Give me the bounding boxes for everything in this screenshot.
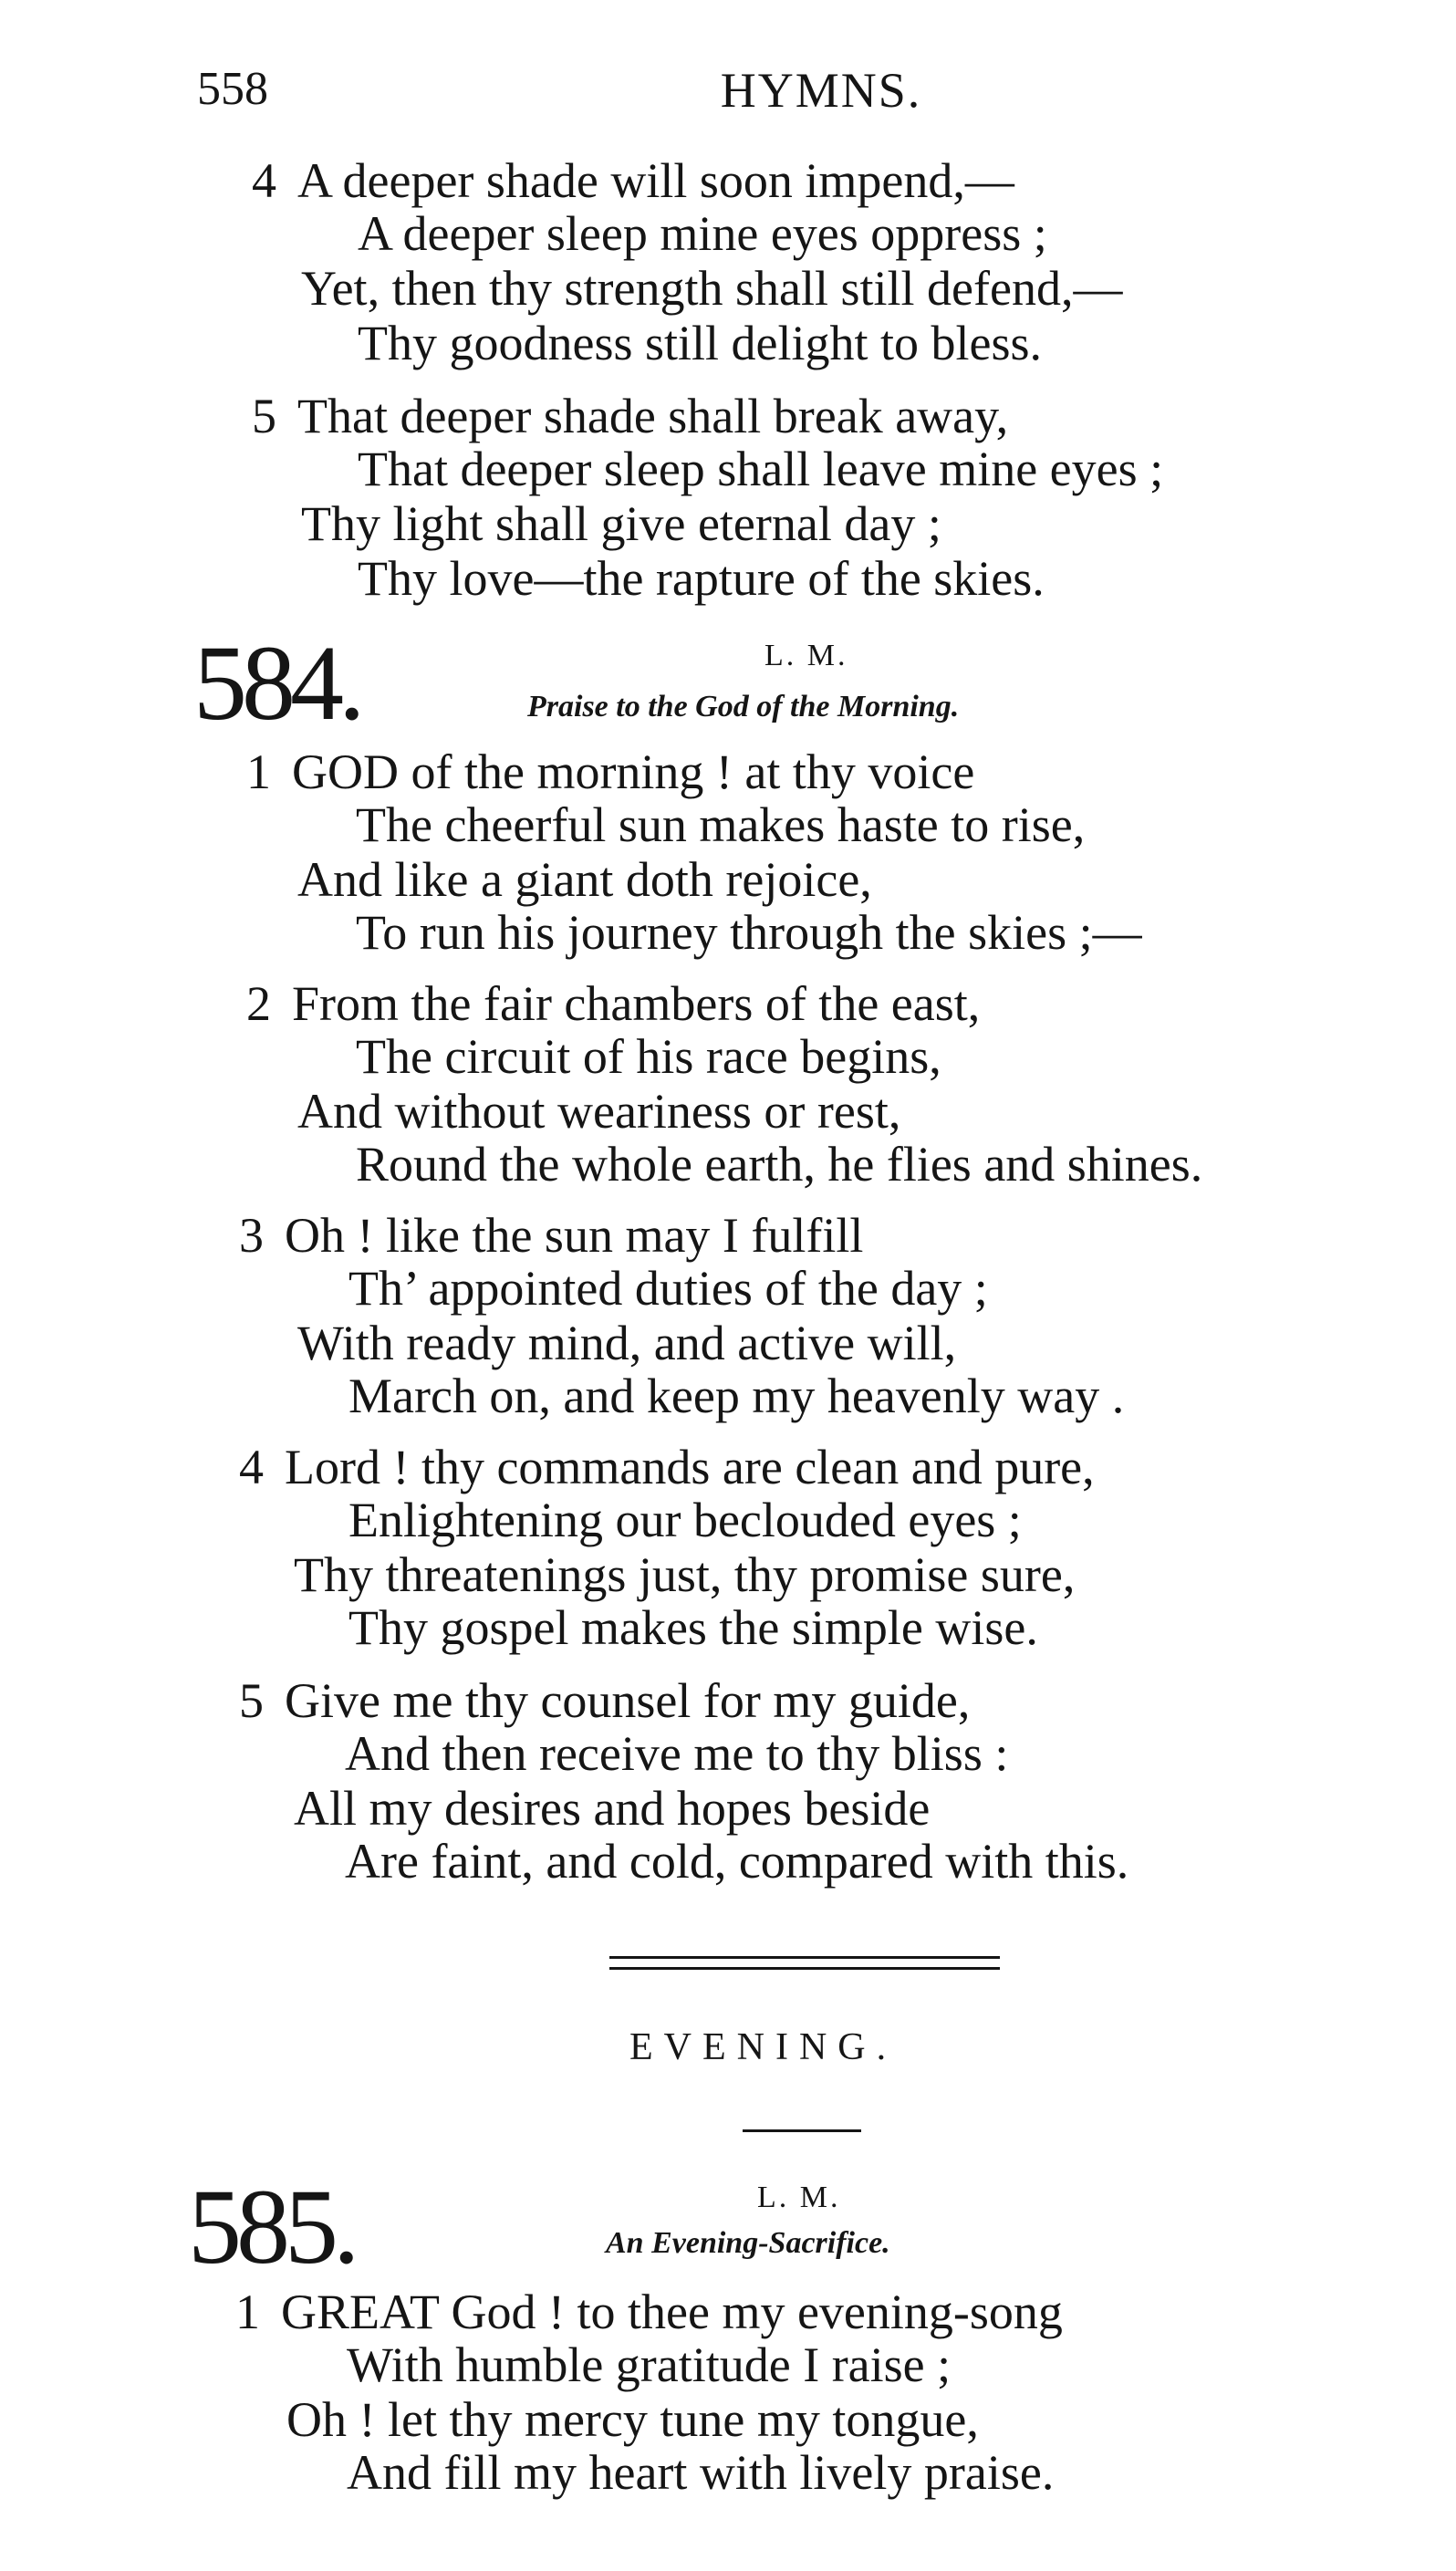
stanza-line: Thy threatenings just, thy promise sure,: [294, 1547, 1076, 1602]
stanza-number: 3: [239, 1208, 264, 1263]
stanza-line: All my desires and hopes beside: [294, 1781, 931, 1836]
stanza-line: With ready mind, and active will,: [297, 1316, 957, 1370]
stanza-number: 1: [235, 2285, 260, 2339]
stanza-line: 4 Lord ! thy commands are clean and pure,: [239, 1440, 1095, 1494]
stanza-line: A deeper sleep mine eyes oppress ;: [358, 206, 1047, 261]
stanza-number: 1: [246, 744, 271, 799]
hymn-meter: L. M.: [764, 639, 848, 672]
stanza-line: Th’ appointed duties of the day ;: [348, 1261, 988, 1316]
stanza-line: That deeper sleep shall leave mine eyes ;: [358, 442, 1164, 496]
stanza-line: 5 Give me thy counsel for my guide,: [239, 1673, 971, 1728]
stanza-line: Enlightening our beclouded eyes ;: [348, 1493, 1022, 1547]
stanza-number: 5: [252, 389, 276, 443]
stanza-line: And then receive me to thy bliss :: [345, 1726, 1009, 1781]
hymn-number: 584.: [193, 623, 360, 743]
stanza-line: 1 GREAT God ! to thee my evening-song: [235, 2285, 1063, 2339]
stanza-line: Yet, then thy strength shall still defend,—: [301, 261, 1123, 316]
stanza-line: And fill my heart with lively praise.: [347, 2445, 1055, 2500]
stanza-number: 5: [239, 1673, 264, 1728]
stanza-line: Thy gospel makes the simple wise.: [348, 1600, 1038, 1655]
hymn-number: 585.: [188, 2167, 355, 2286]
stanza-line: Thy light shall give eternal day ;: [301, 496, 941, 551]
stanza-line: Thy love—the rapture of the skies.: [358, 551, 1045, 606]
section-heading: EVENING.: [629, 2026, 898, 2068]
stanza-line: 1 GOD of the morning ! at thy voice: [246, 744, 975, 799]
hymn-title: An Evening-Sacrifice.: [606, 2226, 890, 2260]
page-header: [0, 55, 1456, 128]
stanza-number: 4: [239, 1440, 264, 1494]
stanza-line: 4 A deeper shade will soon impend,—: [252, 153, 1014, 208]
stanza-line: And without weariness or rest,: [297, 1084, 901, 1139]
hymn-title: Praise to the God of the Morning.: [527, 690, 960, 723]
stanza-line: And like a giant doth rejoice,: [297, 852, 872, 907]
stanza-line: 2 From the fair chambers of the east,: [246, 976, 981, 1031]
stanza-line: Thy goodness still delight to bless.: [358, 316, 1042, 370]
stanza-number: 4: [252, 153, 276, 208]
stanza-line: The circuit of his race begins,: [356, 1029, 941, 1084]
stanza-line: Oh ! let thy mercy tune my tongue,: [286, 2392, 979, 2447]
hymn-meter: L. M.: [757, 2181, 841, 2214]
double-rule-top: [609, 1956, 1000, 1959]
stanza-line: 5 That deeper shade shall break away,: [252, 389, 1009, 443]
stanza-line: Round the whole earth, he flies and shines.: [356, 1137, 1203, 1192]
double-rule-bottom: [609, 1967, 1000, 1970]
stanza-number: 2: [246, 976, 271, 1031]
stanza-line: Are faint, and cold, compared with this.: [345, 1834, 1129, 1889]
short-rule: [743, 2129, 861, 2132]
stanza-line: With humble gratitude I raise ;: [347, 2337, 952, 2392]
stanza-line: The cheerful sun makes haste to rise,: [356, 797, 1086, 852]
stanza-line: March on, and keep my heavenly way .: [348, 1369, 1125, 1423]
page-number: 558: [197, 63, 268, 115]
stanza-line: 3 Oh ! like the sun may I fulfill: [239, 1208, 864, 1263]
running-title: HYMNS.: [720, 63, 922, 118]
stanza-line: To run his journey through the skies ;—: [356, 905, 1142, 960]
